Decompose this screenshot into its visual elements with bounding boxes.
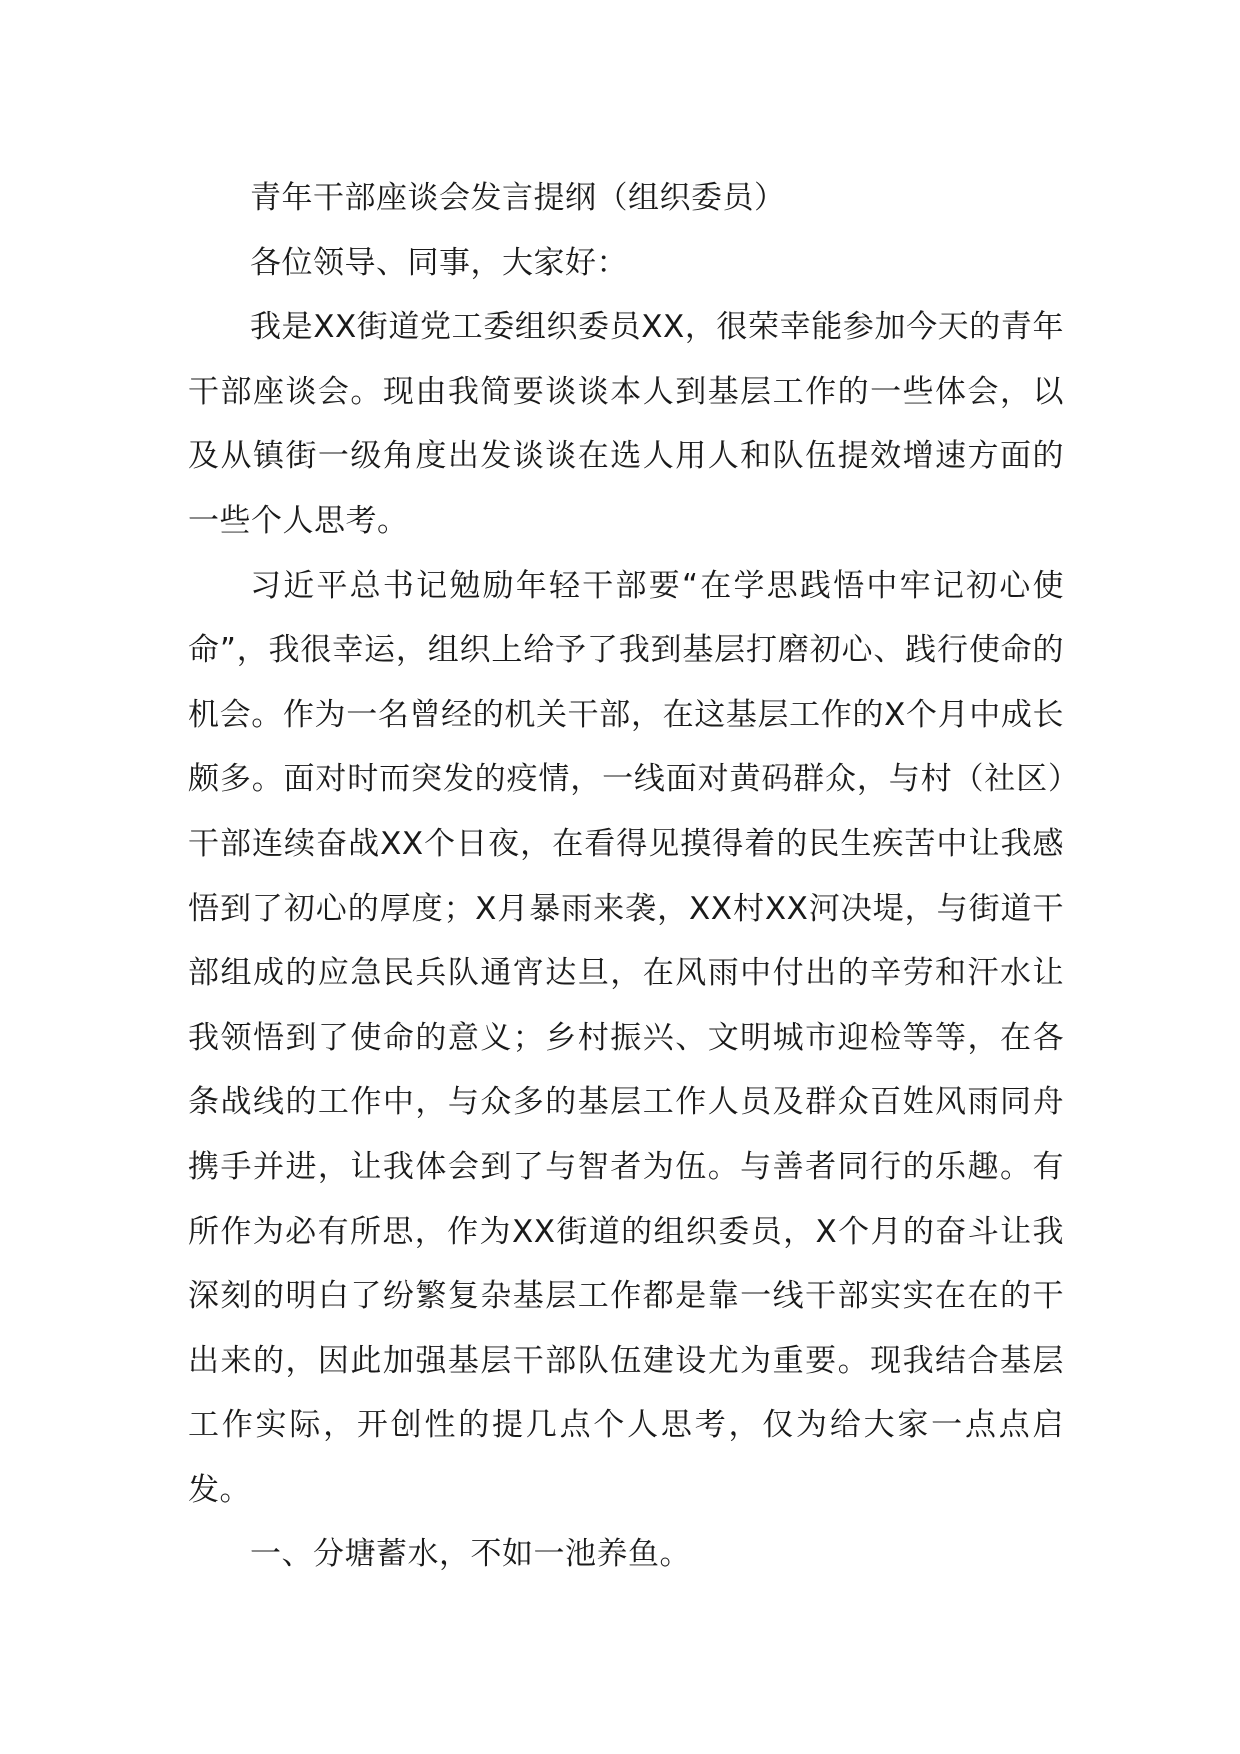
- paragraph-intro: 我是XX街道党工委组织委员XX，很荣幸能参加今天的青年干部座谈会。现由我简要谈谈本人到基层工作的一些体会，以及从镇街一级角度出发谈谈在选人用人和队伍提效增速方面的一些个人思考。: [188, 309, 1064, 539]
- section-heading: 一、分塘蓄水，不如一池养鱼。: [250, 1536, 691, 1573]
- greeting: 各位领导、同事，大家好：: [250, 244, 628, 281]
- document-title: 青年干部座谈会发言提纲（组织委员）: [250, 180, 786, 216]
- paragraph-experience: 习近平总书记勉励年轻干部要“在学思践悟中牢记初心使命”，我很幸运，组织上给予了我到基层打磨初心、践行使命的机会。作为一名曾经的机关干部，在这基层工作的X个月中成长颇多。面对时而突发的疫情，一线面对黄码群众，与村（社区）干部连续奋战XX个日夜，在看得见摸得着的民生疾苦中让我感悟到了初心的厚度；X月暴雨来袭，XX村XX河决堤，与街道干部组成的应急民兵队通宵达旦，在风雨中付出的辛劳和汗水让我领悟到了使命的意义；乡村振兴、文明城市迎检等等，在各条战线的工作中，与众多的基层工作人员及群众百姓风雨同舟携手并进，让我体会到了与智者为伍。与善者同行的乐趣。有所作为必有所思，作为XX街道的组织委员，X个月的奋斗让我深刻的明白了纷繁复杂基层工作都是靠一线干部实实在在的干出来的，因此加强基层干部队伍建设尤为重要。现我结合基层工作实际，开创性的提几点个人思考，仅为给大家一点点启发。: [188, 567, 1064, 1508]
- document-body: [188, 166, 1064, 1587]
